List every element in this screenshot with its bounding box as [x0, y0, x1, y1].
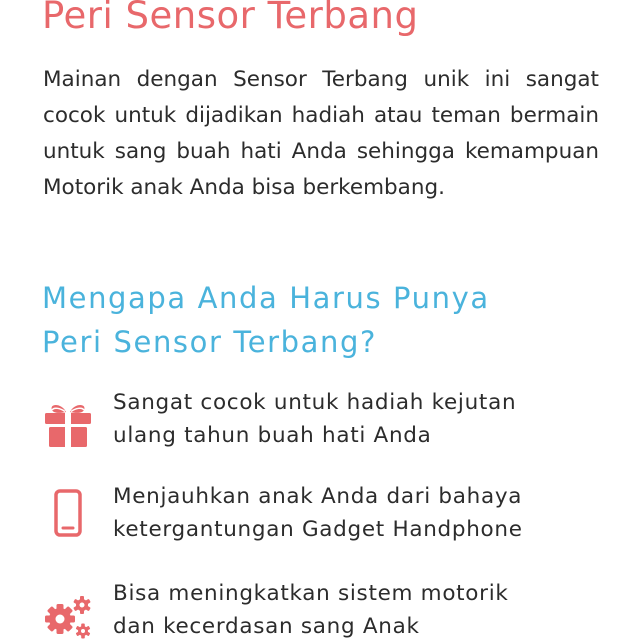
benefit-item-phone: [40, 480, 620, 570]
benefit-text-line2: dan kecerdasan sang Anak: [113, 614, 420, 639]
gears-icon: [40, 587, 96, 640]
benefit-item-gift: [40, 386, 620, 476]
product-title: Peri Sensor Terbang: [42, 0, 419, 37]
benefits-heading-line1: Mengapa Anda Harus Punya: [42, 281, 490, 315]
smartphone-icon: [40, 488, 96, 544]
benefits-heading: [42, 276, 490, 364]
benefit-item-gears: [40, 577, 620, 640]
benefit-text-line2: ulang tahun buah hati Anda: [113, 423, 432, 448]
benefit-text-line1: Menjauhkan anak Anda dari bahaya: [113, 484, 523, 509]
benefits-heading-line2: Peri Sensor Terbang?: [42, 325, 378, 359]
benefit-text-line2: ketergantungan Gadget Handphone: [113, 517, 523, 542]
benefit-text-line1: Bisa meningkatkan sistem motorik: [113, 581, 509, 606]
intro-paragraph: Mainan dengan Sensor Terbang unik ini sangat cocok untuk dijadikan hadiah atau teman bermain untuk sang buah hati Anda sehingga kemampuan Motorik anak Anda bisa berkembang.: [43, 67, 599, 200]
benefit-text-line1: Sangat cocok untuk hadiah kejutan: [113, 390, 517, 415]
gift-icon: [40, 400, 96, 456]
